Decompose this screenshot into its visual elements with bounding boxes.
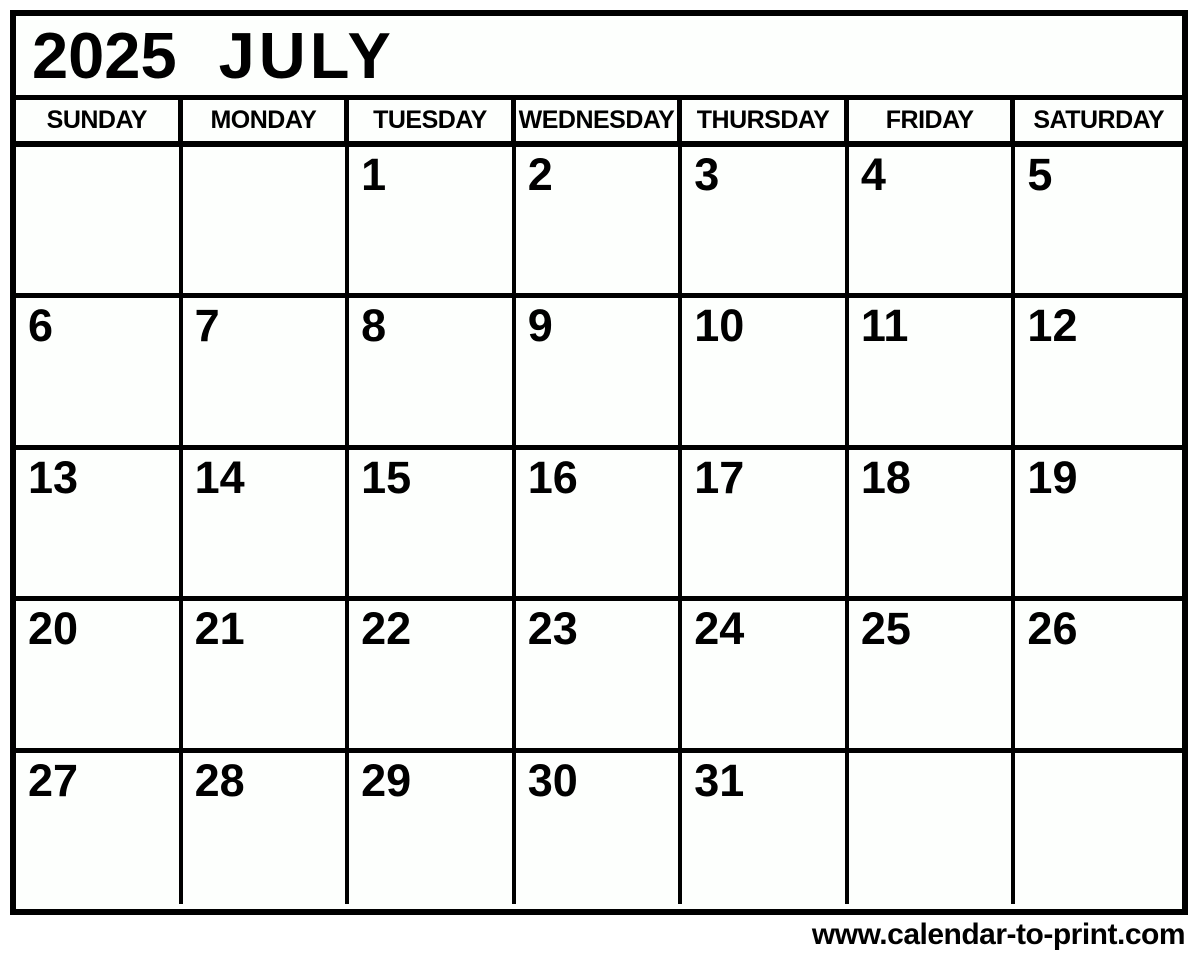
day-grid — [16, 147, 1182, 904]
day-cell-1 — [349, 147, 516, 298]
day-cell-12 — [1015, 298, 1182, 449]
day-number: 25 — [860, 603, 911, 655]
day-cell-30 — [516, 753, 683, 904]
day-cell-10 — [682, 298, 849, 449]
day-number: 13 — [28, 451, 79, 503]
day-number: 1 — [361, 149, 387, 200]
day-cell-24 — [682, 601, 849, 752]
day-cell-6 — [16, 298, 183, 449]
day-cell-empty — [1015, 753, 1182, 904]
day-number: 17 — [694, 451, 745, 503]
calendar-title — [16, 16, 1182, 100]
day-number: 12 — [1027, 300, 1078, 352]
day-number: 22 — [361, 603, 412, 655]
website-url: www.calendar-to-print.com — [811, 918, 1185, 951]
day-number: 30 — [527, 754, 578, 806]
calendar-year: 2025 — [32, 19, 177, 92]
day-cell-5 — [1015, 147, 1182, 298]
day-number: 19 — [1027, 451, 1078, 503]
day-cell-14 — [183, 450, 350, 601]
day-cell-31 — [682, 753, 849, 904]
day-number: 28 — [194, 754, 245, 806]
day-number: 6 — [28, 300, 54, 352]
day-cell-empty — [16, 147, 183, 298]
day-number: 7 — [194, 300, 220, 352]
day-number: 8 — [361, 300, 387, 352]
day-cell-empty — [183, 147, 350, 298]
calendar-month: JULY — [218, 19, 395, 92]
day-number: 26 — [1027, 603, 1078, 655]
day-cell-28 — [183, 753, 350, 904]
day-number: 23 — [527, 603, 578, 655]
day-number: 31 — [694, 754, 745, 806]
weekday-header-sunday: SUNDAY — [16, 100, 183, 141]
day-number: 2 — [527, 149, 553, 200]
calendar — [10, 10, 1188, 915]
day-number: 15 — [361, 451, 412, 503]
day-cell-23 — [516, 601, 683, 752]
day-number: 24 — [694, 603, 745, 655]
day-number: 4 — [860, 149, 886, 200]
day-number: 9 — [527, 300, 553, 352]
weekday-header-wednesday: WEDNESDAY — [516, 100, 683, 141]
day-cell-21 — [183, 601, 350, 752]
weekday-header-monday: MONDAY — [183, 100, 350, 141]
weekday-header-saturday: SATURDAY — [1033, 106, 1165, 134]
weekday-header-tuesday: TUESDAY — [349, 100, 516, 141]
day-cell-empty — [849, 753, 1016, 904]
day-cell-11 — [849, 298, 1016, 449]
day-number: 29 — [361, 754, 412, 806]
weekday-header-friday: FRIDAY — [849, 100, 1016, 141]
day-cell-2 — [516, 147, 683, 298]
day-cell-3 — [682, 147, 849, 298]
day-cell-7 — [183, 298, 350, 449]
day-cell-19 — [1015, 450, 1182, 601]
day-number: 18 — [860, 451, 911, 503]
day-cell-22 — [349, 601, 516, 752]
weekday-header-row — [16, 100, 1182, 147]
footer — [15, 918, 1185, 952]
day-cell-17 — [682, 450, 849, 601]
day-cell-29 — [349, 753, 516, 904]
day-number: 5 — [1027, 149, 1053, 200]
day-number: 20 — [28, 603, 79, 655]
day-number: 10 — [694, 300, 745, 352]
weekday-header-thursday: THURSDAY — [682, 100, 849, 141]
day-number: 21 — [194, 603, 245, 655]
day-cell-26 — [1015, 601, 1182, 752]
day-cell-20 — [16, 601, 183, 752]
day-cell-4 — [849, 147, 1016, 298]
day-cell-16 — [516, 450, 683, 601]
day-cell-18 — [849, 450, 1016, 601]
day-number: 16 — [527, 451, 578, 503]
day-number: 14 — [194, 451, 245, 503]
day-cell-9 — [516, 298, 683, 449]
day-cell-15 — [349, 450, 516, 601]
day-cell-8 — [349, 298, 516, 449]
day-number: 3 — [694, 149, 720, 200]
day-number: 11 — [860, 300, 909, 352]
day-cell-27 — [16, 753, 183, 904]
day-cell-25 — [849, 601, 1016, 752]
day-number: 27 — [28, 754, 79, 806]
day-cell-13 — [16, 450, 183, 601]
